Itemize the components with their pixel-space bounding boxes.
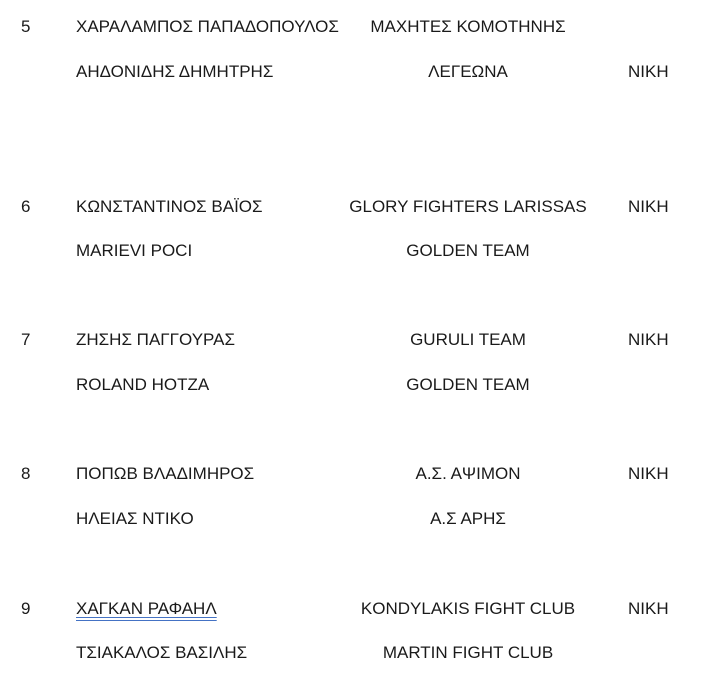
fighter-name: ΗΛΕΙΑΣ ΝΤΙΚΟ: [76, 509, 194, 528]
fighter-name: ΑΗΔΟΝΙΔΗΣ ΔΗΜΗΤΡΗΣ: [76, 62, 274, 81]
fighter-name: ΚΩΝΣΤΑΝΤΙΝΟΣ ΒΑΪΟΣ: [76, 197, 263, 216]
fighter-name: ROLAND HOTZA: [76, 375, 210, 394]
team-name: ΛΕΓΕΩΝΑ: [428, 62, 508, 81]
fighter-name: MARIEVI POCI: [76, 241, 193, 260]
team-name: Α.Σ ΑΡΗΣ: [430, 509, 506, 528]
team-name: Α.Σ. ΑΨΙΜΟΝ: [415, 464, 521, 483]
fighter-name: ΧΑΡΑΛΑΜΠΟΣ ΠΑΠΑΔΟΠΟΥΛΟΣ: [76, 17, 339, 36]
result: ΝΙΚΗ: [628, 62, 669, 81]
bout-number: 6: [21, 197, 31, 216]
bout-5-row-b: [0, 62, 701, 86]
team-name: MARTIN FIGHT CLUB: [382, 643, 554, 662]
bout-number: 9: [21, 599, 31, 618]
team-name: KONDYLAKIS FIGHT CLUB: [360, 599, 576, 618]
result: ΝΙΚΗ: [628, 464, 669, 483]
bout-6-row-a: [0, 197, 701, 221]
bout-number: 7: [21, 330, 31, 349]
bout-9-row-a: [0, 599, 701, 623]
fighter-name: ΠΟΠΩΒ ΒΛΑΔΙΜΗΡΟΣ: [76, 464, 255, 483]
fighter-name: ΤΣΙΑΚΑΛΟΣ ΒΑΣΙΛΗΣ: [76, 643, 248, 662]
result: ΝΙΚΗ: [628, 197, 669, 216]
bout-5-row-a: [0, 17, 701, 41]
bout-7-row-b: [0, 375, 701, 399]
bout-8-row-a: [0, 464, 701, 488]
team-name: GOLDEN TEAM: [406, 241, 530, 260]
fighter-name: ΧΑΓΚΑΝ ΡΑΦΑΗΛ: [76, 599, 217, 618]
result: ΝΙΚΗ: [628, 330, 669, 349]
bout-number: 8: [21, 464, 31, 483]
team-name: GOLDEN TEAM: [406, 375, 530, 394]
result: ΝΙΚΗ: [628, 599, 669, 618]
bout-6-row-b: [0, 241, 701, 265]
bout-7-row-a: [0, 330, 701, 354]
team-name: GLORY FIGHTERS LARISSAS: [349, 197, 587, 216]
team-name: ΜΑΧΗΤΕΣ ΚΟΜΟΤΗΝΗΣ: [370, 17, 566, 36]
bout-9-row-b: [0, 643, 701, 667]
bout-number: 5: [21, 17, 31, 36]
fighter-name: ΖΗΣΗΣ ΠΑΓΓΟΥΡΑΣ: [76, 330, 235, 349]
team-name: GURULI TEAM: [410, 330, 526, 349]
bout-8-row-b: [0, 509, 701, 533]
